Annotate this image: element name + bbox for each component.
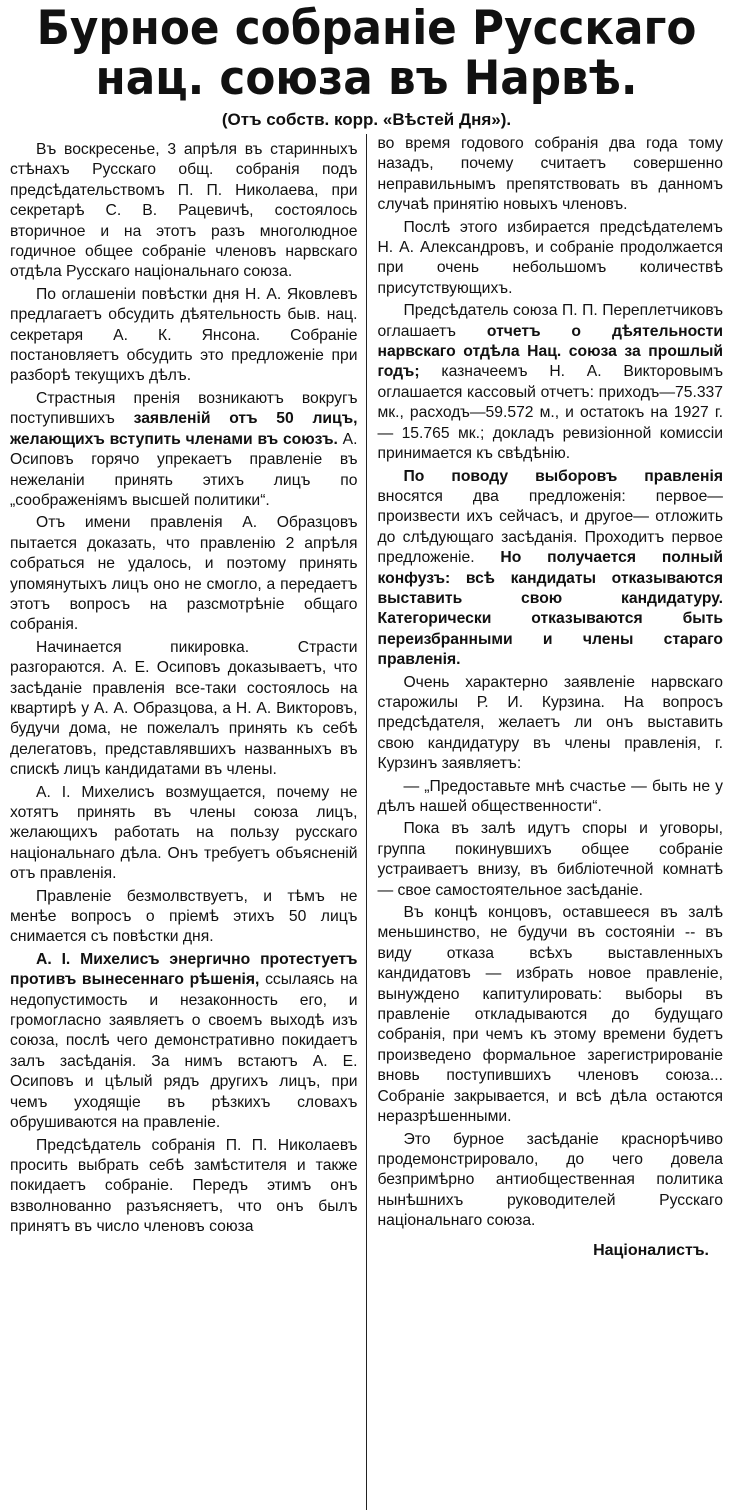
headline-line-2: нац. союза въ Нарвѣ. [95, 51, 638, 106]
paragraph-text: ссылаясь на недопустимость и незаконность его, и громогласно заявляетъ о своемъ выходѣ изъ союза, послѣ чего демонстративно покидаетъ залъ засѣданія. За нимъ встаютъ А. Е. Осиповъ и цѣлый рядъ другихъ лицъ, при чемъ уходящіе въ рѣзкихъ словахъ обрушиваются на правленіе. [10, 971, 358, 1132]
paragraph: Правленіе безмолвствуетъ, и тѣмъ не менѣе вопросъ о пріемѣ этихъ 50 лицъ снимается съ повѣстки дня. [10, 887, 358, 946]
paragraph: Послѣ этого избирается предсѣдателемъ Н. А. Александровъ, и собраніе продолжается при очень небольшомъ количествѣ присутствующихъ. [377, 218, 723, 297]
quote-paragraph: — „Предоставьте мнѣ счастье — быть не у дѣлъ нашей общественности“. [377, 777, 723, 815]
paragraph: Предсѣдатель собранія П. П. Николаевъ просить выбрать себѣ замѣстителя и также покидаетъ собраніе. Передъ этимъ онъ взволнованно разъясняетъ, что онъ былъ принятъ въ число членовъ союза [10, 1136, 358, 1236]
paragraph-text: Предсѣдатель союза П. П. Переплетчиковъ оглашаетъ [377, 302, 723, 340]
paragraph: Въ концѣ концовъ, оставшееся въ залѣ меньшинство, не будучи въ состояніи -- въ виду отказа всѣхъ выставленныхъ кандидатовъ — избрать новое правленіе, вынуждено капитулировать: выборы въ правленіе откладываются до будущаго собранія, при чемъ къ этому времени будетъ произведено формальное зарегистрированіе вновь поступившихъ членовъ союза... Собраніе закрывается, и всѣ дѣла остаются неразрѣшенными. [377, 904, 723, 1126]
signature: Націоналистъ. [593, 1241, 709, 1259]
bold-text: А. І. Михелисъ энергично протестуетъ противъ вынесеннаго рѣшенія, [10, 950, 358, 989]
paragraph: Пока въ залѣ идутъ споры и уговоры, группа покинувшихъ общее собраніе устраиваетъ внизу, въ библіотечной комнатѣ — свое самостоятельное засѣданіе. [377, 820, 723, 899]
paragraph-text: казначеемъ Н. А. Викторовымъ оглашается кассовый отчетъ: приходъ—75.337 мк., расходъ—59.572 м., и остатокъ на 1927 г. — 15.765 мк.; докладъ ревизіонной комиссіи принимается къ свѣдѣнію. [377, 363, 723, 463]
headline-line-1: Бурное собраніе Русскаго [36, 1, 697, 56]
paragraph: Начинается пикировка. Страсти разгораются. А. Е. Осиповъ доказываетъ, что засѣданіе правленія все-таки состоялось на квартирѣ у А. А. Образцова, а Н. А. Викторовъ, будучи дома, не пожелалъ принять къ себѣ делегатовъ, представлявшихъ названныхъ въ спискѣ лицъ кандидатами въ члены. [10, 638, 358, 779]
byline: (Отъ собств. корр. «Вѣстей Дня»). [221, 110, 512, 129]
left-column [8, 134, 366, 1510]
paragraph [377, 467, 723, 671]
article-columns [8, 134, 725, 1510]
bold-text: По поводу выборовъ правленія [403, 467, 723, 485]
right-column [367, 134, 725, 1510]
paragraph: Очень характерно заявленіе нарвскаго старожилы Р. И. Курзина. На вопросъ предсѣдателя, желаетъ ли онъ выставить свою кандидатуру въ члены правленія, г. Курзинъ заявляетъ: [377, 673, 723, 773]
paragraph-text: А. Осиповъ горячо упрекаетъ правленіе въ нежеланіи принять этихъ лицъ по „соображеніямъ высшей политики“. [10, 430, 358, 509]
paragraph [10, 950, 358, 1134]
paragraph [10, 389, 358, 511]
bold-text: отчетъ о дѣятельности нарвскаго отдѣла Нац. союза за прошлый годъ; [377, 322, 723, 381]
bold-text: заявленій отъ 50 лицъ, желающихъ вступить членами въ союзъ. [10, 410, 358, 448]
paragraph: По оглашеніи повѣстки дня Н. А. Яковлевъ предлагаетъ обсудить дѣятельность быв. нац. секретаря А. К. Янсона. Собраніе постановляетъ обсудить это предложеніе при разборѣ текущихъ дѣлъ. [10, 285, 358, 385]
paragraph-text: вносятся два предложенія: первое— произвести ихъ сейчасъ, и другое— отложить до слѣдующаго засѣданія. Проходитъ первое предложеніе. [377, 487, 723, 567]
paragraph: Въ воскресенье, 3 апрѣля въ старинныхъ стѣнахъ Русскаго общ. собранія подъ предсѣдательствомъ П. П. Николаева, при секретарѣ С. В. Рацевичѣ, состоялось вторичное и на этотъ разъ многолюдное годичное общее собраніе членовъ нарвскаго отдѣла Русскаго національнаго союза. [10, 141, 358, 281]
paragraph: А. І. Михелисъ возмущается, почему не хотятъ принять въ члены союза лицъ, желающихъ работать на пользу русскаго національнаго дѣла. Онъ требуетъ объясненій отъ правленія. [10, 783, 358, 883]
paragraph [377, 301, 723, 464]
headline [33, 1, 700, 106]
bold-text: Но получается полный конфузъ: всѣ кандидаты отказываются выставить свою кандидатуру. Категорически отказываются быть переизбранными и члены стараго правленія. [377, 549, 723, 669]
paragraph: Это бурное засѣданіе краснорѣчиво продемонстрировало, до чего довела безпримѣрно антиобщественная политика нынѣшнихъ руководителей Русскаго національнаго союза. [377, 1130, 723, 1230]
paragraph: во время годового собранія два года тому назадъ, почему считаетъ совершенно неправильнымъ препятствовать въ данномъ случаѣ принятію новыхъ членовъ. [377, 135, 723, 214]
paragraph-text: Страстныя пренія возникаютъ вокругъ поступившихъ [10, 389, 358, 428]
paragraph: Отъ имени правленія А. Образцовъ пытается доказать, что правленію 2 апрѣля собраться не удалось, и поэтому принять упомянутыхъ лицъ оно не смогло, а передаетъ этотъ вопросъ на разсмотрѣніе общаго собранія. [10, 514, 358, 634]
